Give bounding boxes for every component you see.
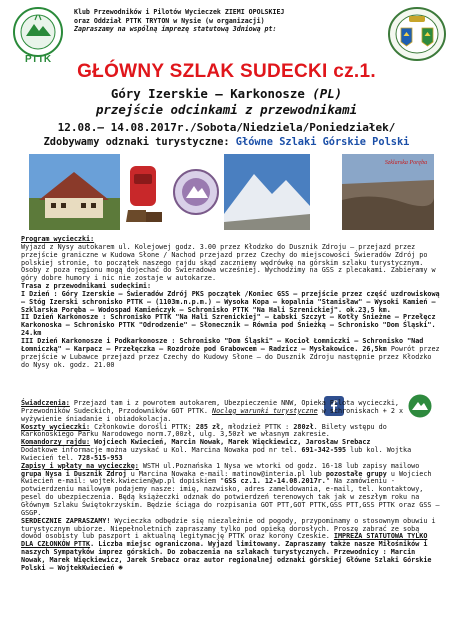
header-line-1: Klub Przewodników i Pilotów Wycieczek ZIEMI OPOLSKIEJ xyxy=(74,8,285,16)
cost-label: Koszty wycieczki: xyxy=(21,422,91,431)
signup-text-c: u Marcina Nowaka e-mail: matinow@interia.pl lub xyxy=(126,469,326,478)
day-3 xyxy=(21,338,441,369)
trail-badge-photo xyxy=(170,154,222,230)
phone-1: 691-342-595 xyxy=(301,446,347,455)
signup-group-nysa: grupa Nysa i Dusznik Zdroj xyxy=(21,469,127,478)
trip-dates: 12.08.– 14.08.2017r./Sobota/Niedziela/Poniedziałek/ xyxy=(57,121,396,134)
day-1-route: : Góry Izerskie – Świeradów Zdrój PKS początek /Koniec GSS – przejście przez część uzdrowiskową – Stóg Izerski schronisko PTTK – (1103m.n.p.m.) – Wysoka Kopa – kopalnia "Stanisław" – Wysoki Kamień – Szklarska Poręba – Wodospad Kamieńczyk – Schronisko PTTK "Na Hali Szrenickiej". ok.23,5 km. xyxy=(21,289,440,314)
statutory-notice: IMPREZA STATUTOWA TYLKO DLA CZŁONKÓW PTTK xyxy=(21,532,428,549)
badge-line xyxy=(0,136,453,148)
signup-text-a: WSTH ul.Poznańska 1 Nysa we wtorki od godz. 16-18 lub zapisy mailowo xyxy=(138,461,420,470)
invitation xyxy=(21,518,441,573)
subtitle-country: (PL) xyxy=(312,86,343,101)
costs xyxy=(21,424,441,440)
details-section xyxy=(21,400,441,573)
szklarska-poreba-photo xyxy=(342,154,434,230)
day-3-label: III Dzień Karkonosze i Podkarkonosze xyxy=(21,336,168,345)
day-3-return: Powrót przez przejście w Lubawce przejazd przez Czechy do Kudowy Słone – do Dusznik Zdroju następnie przez Kłodzko do Nysy ok. godz. 21.00 xyxy=(21,344,440,369)
subtitle-mountains xyxy=(0,86,453,101)
info-text-a: Dodatkowe informacje można uzyskać u Kol. Marcina Nowaka pod nr tel. xyxy=(21,446,302,455)
day-2-route: : Schronisko PTTK "Na Hali Szrenickiej" – Łabski Szczyt – Kotły Śnieżne – Przełęcz Karkonoska – Schronisko PTTK "Odrodzenie" – Słonecznik – Równia pod Śnieżką – Schronisko "Dom Śląski". 24.km xyxy=(21,313,436,338)
day-3-route: : Schronisko "Dom Śląski" – Kocioł Łomniczki – Schronisko "Nad Łomniczką" – Karpacz – Przełęczka – Rozdroże pod Grabowcem – Radzicz – Mysłakowice. 26,5km xyxy=(21,336,424,353)
subtitle-mountains-text: Góry Izerskie – Karkonosze xyxy=(110,86,313,101)
pttk-logo-text: PTTK xyxy=(24,54,52,64)
signup-label: Zapisy i wpłaty na wycieczkę: xyxy=(21,461,139,470)
program-heading: Program wycieczki: xyxy=(21,235,95,243)
header-line-2: oraz Oddział PTTK TRYTON w Nysie (w organizacji) xyxy=(74,16,265,25)
day-2 xyxy=(21,314,441,338)
invite-label: SERDECZNIE ZAPRASZAMY! xyxy=(21,516,111,525)
header-line-3: Zapraszamy na wspólną imprezę statutową 3dniową pt: xyxy=(74,25,277,34)
invite-text-a: Wycieczka odbędzie się niezależnie od pogody, przypominamy o stosownym obuwiu i turystycznym ubiorze. Niepełnoletnich zapraszamy tylko pod opieką dorosłych. Proszę zabrać ze sobą dowód osobisty lub paszport i aktualną legitymację PTTK oraz korony Czeskie. xyxy=(21,516,436,541)
cost-text-a: Członkowie dorośli PTTK: xyxy=(90,422,196,431)
badge-name: Główne Szlaki Górskie Polski xyxy=(235,136,410,148)
commanders-label: Komandorzy rajdu: xyxy=(21,438,91,447)
invite-text-c: . Liczba miejsc ograniczona. Wyjazd limitowany. Zapraszamy także nasze Miłośników i naszych Sympatyków imprez górskich. Do zobaczenia na szlakach turystycznych. Przewodnicy : Marcin Nowak, Marek Więckiewicz, Jarek Srebacz oraz autor regionalnej odznaki górskiej Główne Szlaki Górskie Polski – WojtekKwiecień xyxy=(21,540,432,572)
pttk-club-logo xyxy=(6,6,70,64)
backpack-photo xyxy=(120,154,169,230)
club-badge-logo xyxy=(387,6,447,64)
contact-info xyxy=(21,447,441,463)
subtitle-guided: przejście odcinkami z przewodnikami xyxy=(95,102,358,117)
cost-text-c: . Bilety wstępu do Karkonoskiego Parku Narodowego norm.7,00zł, ulg. 3,50zł we własnym zakresie. xyxy=(21,422,387,439)
signup xyxy=(21,463,441,518)
signup-text-g: " Na zamówieniu - potwierdzeniu mailowym podajemy nasze: imię, nazwisko, adres zameldowania, e-mail, tel. kontaktowy, pesel do ubezpieczenia. Będą książeczki odznak do potwierdzeń terenowych tak jak w zeszłym roku na Głównym Szlaku Świętokrzyskim. Będzie ściąga do rozpisania GOT PTT,GOT PTTK,GSS PTT,GSS PTTK oraz GSS – GSGP. xyxy=(21,477,440,517)
cost-text-b: , młodzież PTTK : xyxy=(220,422,294,431)
phone-2: 728-515-953 xyxy=(77,453,123,462)
snowy-peak-photo xyxy=(224,154,310,230)
signup-other-groups: pozostałe grupy xyxy=(325,469,387,478)
services-text-a: Przejazd tam i z powrotem autokarem, Ubezpieczenie NNW, Opieka Pilota wycieczki, Przewodników Sudeckich, Przodowników GOT PTTK. xyxy=(21,399,399,415)
services xyxy=(21,400,441,424)
accommodation-note: Noclęg warunki turystyczne xyxy=(212,406,318,415)
page-title: GŁÓWNY SZLAK SUDECKI cz.1. xyxy=(77,61,376,82)
info-text-b: lub kol. Wojtka Kwiecień tel. xyxy=(21,446,412,462)
mountain-hut-photo xyxy=(29,154,120,230)
signup-text-e: u Wojciech Kwiecień e-mail: wojtek.kwiecien@wp.pl dopiskiem " xyxy=(21,469,432,486)
day-1-label: I Dzień xyxy=(21,289,50,298)
organizer-header xyxy=(74,8,382,34)
badge-label: Zdobywamy odznaki turystyczne: xyxy=(43,136,236,148)
day-1 xyxy=(21,291,441,315)
day-2-label: II Dzień Karkonosze xyxy=(21,313,99,322)
program-section xyxy=(21,236,441,369)
program-intro: Wyjazd z Nysy autokarem ul. Kolejowej godz. 3.00 przez Kłodzko do Dusznik Zdroju – przejazd przez przejście graniczne w Kudowa Słone / Nachod przejazd przez Czechy do miejscowości Świeradów Zdrój po polskiej stronie, to początek naszego rajdu skąd zaczniemy wędrówkę na górskim szlaku turystycznym. Osoby z poza regionu mogą dojechać do Świeradowa wcześniej. Wychodzimy na GSS z plecakami. Zabieramy w góry dobre humory i nic nie zostaje w autokarze. xyxy=(21,242,436,283)
signup-subject: GSS cz.1. 12-14.08.2017r. xyxy=(224,477,326,486)
commanders-names: Wojciech Kwiecień, Marcin Nowak, Marek Więckiewicz, Jarosław Srebacz xyxy=(90,438,371,447)
services-text-b: w schroniskach + 2 x wyżywienie śniadanie i obiadokolacja. xyxy=(21,406,404,423)
route-label: Trasa z przewodnikami sudeckimi: xyxy=(21,282,152,291)
cost-youth: 280zł xyxy=(293,422,314,431)
smile-icon: ☻ xyxy=(118,563,123,572)
cost-adult: 285 zł xyxy=(195,422,221,431)
services-label: Świadczenia: xyxy=(21,399,70,407)
photo-caption: Szklarska Poręba xyxy=(384,160,428,166)
